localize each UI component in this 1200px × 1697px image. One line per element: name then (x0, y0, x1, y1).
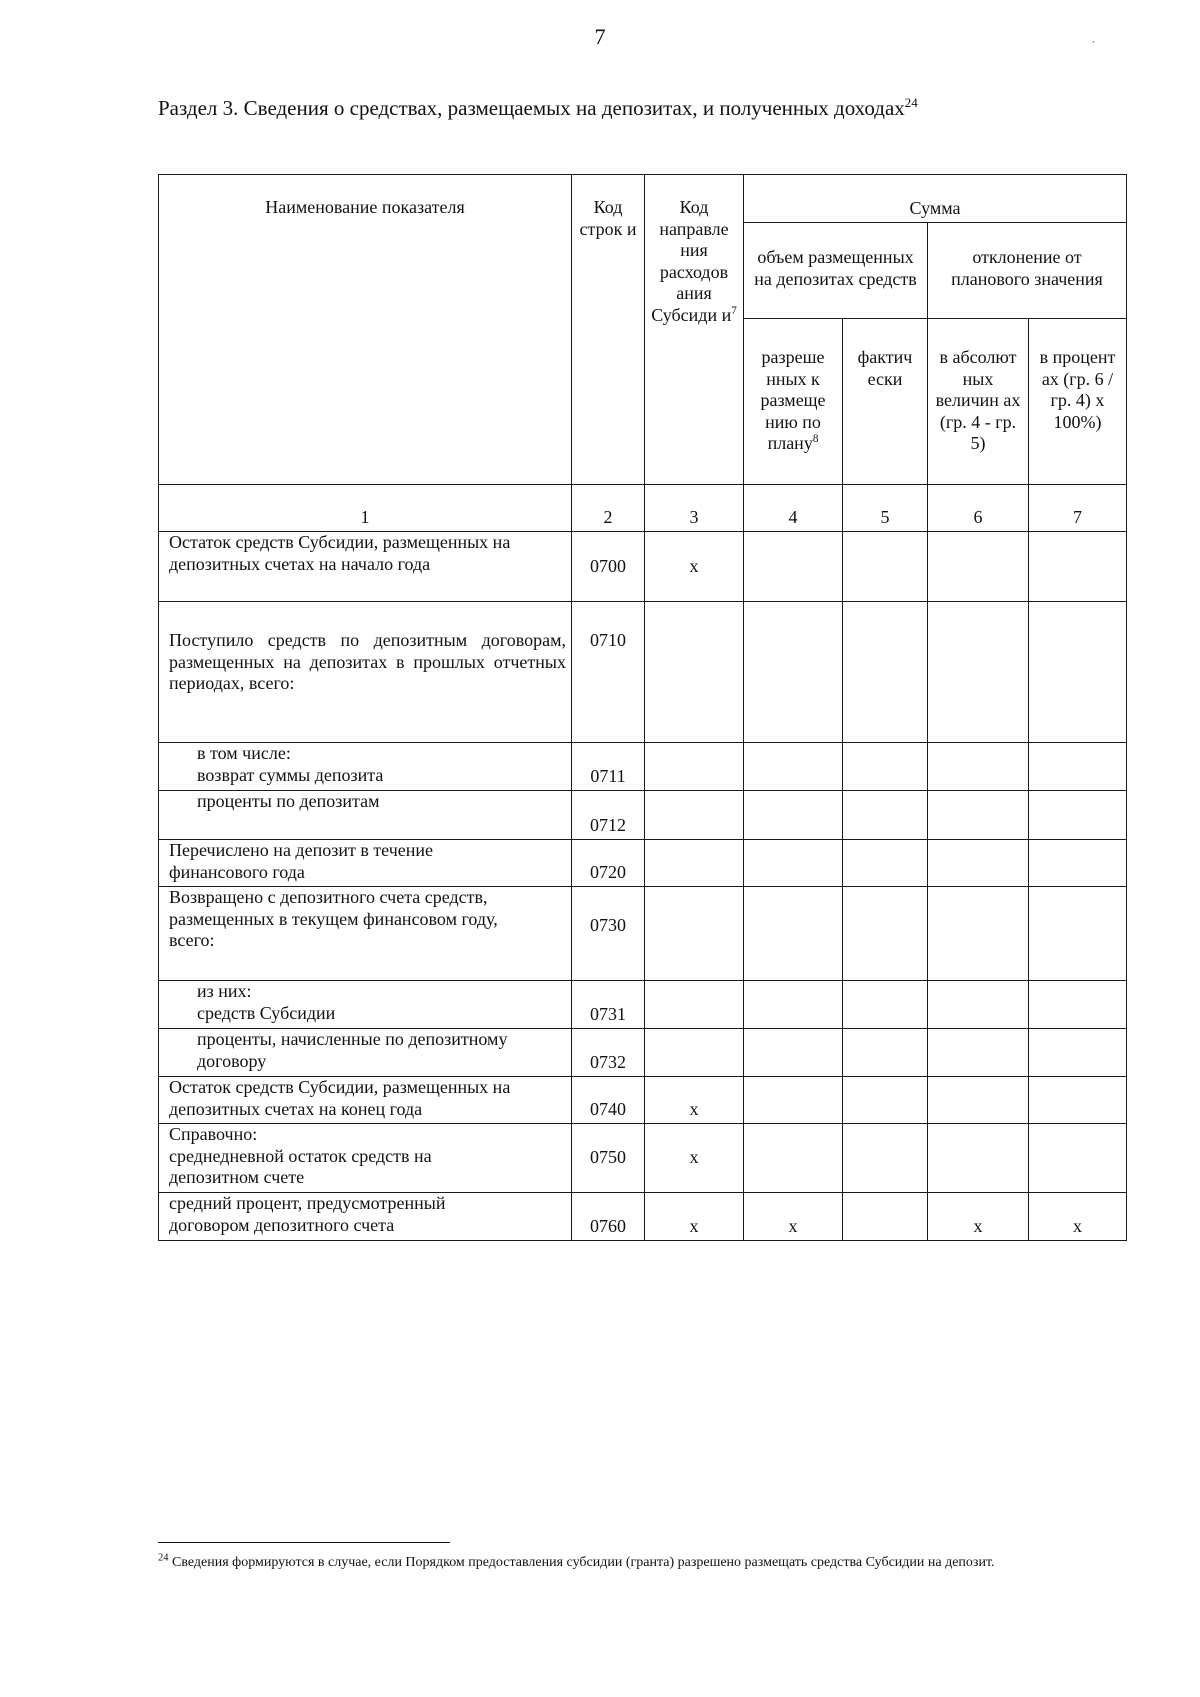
value-cell-c3: х (645, 1077, 744, 1124)
value-cell-c4 (744, 532, 843, 602)
value-cell-c7 (1029, 1124, 1127, 1193)
header-indicator-name: Наименование показателя (159, 175, 572, 485)
header-percent: в процент ах (гр. 6 / гр. 4) х 100%) (1029, 319, 1127, 485)
row-code: 0712 (572, 791, 645, 840)
row-code: 0710 (572, 602, 645, 743)
header-actual: фактич ески (843, 319, 928, 485)
value-cell-c3 (645, 743, 744, 791)
value-cell-c7 (1029, 743, 1127, 791)
value-cell-c5 (843, 1193, 928, 1241)
row-label: Справочно: среднедневной остаток средств на депозитном счете (159, 1124, 572, 1193)
value-cell-c6 (928, 743, 1029, 791)
value-cell-c3 (645, 840, 744, 887)
value-cell-c6 (928, 1124, 1029, 1193)
row-label: Возвращено с депозитного счета средств, размещенных в текущем финансовом году, всего: (159, 887, 572, 981)
value-cell-c5 (843, 602, 928, 743)
value-cell-c5 (843, 1124, 928, 1193)
header-direction-code (645, 175, 744, 485)
table-row (159, 840, 1127, 887)
row-code: 0711 (572, 743, 645, 791)
value-cell-c4 (744, 791, 843, 840)
row-code: 0732 (572, 1029, 645, 1077)
header-absolute: в абсолют ных величин ах (гр. 4 - гр. 5) (928, 319, 1029, 485)
section-footnote-ref: 24 (904, 95, 918, 110)
header-row-code: Код строк и (572, 175, 645, 485)
value-cell-c4 (744, 840, 843, 887)
value-cell-c6 (928, 1077, 1029, 1124)
row-code: 0731 (572, 981, 645, 1029)
row-code: 0760 (572, 1193, 645, 1241)
header-sum: Сумма (744, 175, 1127, 223)
value-cell-c5 (843, 743, 928, 791)
value-cell-c4 (744, 887, 843, 981)
column-number: 6 (928, 485, 1029, 532)
table-body (159, 532, 1127, 1241)
page-number: 7 (594, 24, 606, 49)
scan-speck: ˙ (1090, 40, 1097, 56)
value-cell-c7 (1029, 532, 1127, 602)
value-cell-c6 (928, 532, 1029, 602)
deposit-report-table (158, 174, 1127, 1241)
table-row (159, 743, 1127, 791)
value-cell-c6 (928, 981, 1029, 1029)
column-number: 5 (843, 485, 928, 532)
value-cell-c3 (645, 791, 744, 840)
value-cell-c5 (843, 887, 928, 981)
value-cell-c4 (744, 743, 843, 791)
column-number: 2 (572, 485, 645, 532)
value-cell-c3: х (645, 1124, 744, 1193)
value-cell-c3 (645, 981, 744, 1029)
value-cell-c4: х (744, 1193, 843, 1241)
row-label: проценты по депозитам (159, 791, 572, 840)
value-cell-c6 (928, 1029, 1029, 1077)
table-row (159, 981, 1127, 1029)
row-code: 0720 (572, 840, 645, 887)
table-row (159, 1077, 1127, 1124)
value-cell-c3 (645, 1029, 744, 1077)
table-row (159, 1193, 1127, 1241)
value-cell-c3: х (645, 1193, 744, 1241)
header-deviation: отклонение от планового значения (928, 223, 1127, 319)
row-code: 0700 (572, 532, 645, 602)
row-label: средний процент, предусмотренный договором депозитного счета (159, 1193, 572, 1241)
value-cell-c7 (1029, 602, 1127, 743)
value-cell-c4 (744, 1029, 843, 1077)
column-number: 1 (159, 485, 572, 532)
column-number: 4 (744, 485, 843, 532)
header-permitted-text: разреше нных к размеще нию по плану (760, 347, 826, 454)
value-cell-c3: х (645, 532, 744, 602)
row-label: проценты, начисленные по депозитному договору (159, 1029, 572, 1077)
value-cell-c5 (843, 791, 928, 840)
value-cell-c6 (928, 840, 1029, 887)
value-cell-c7 (1029, 887, 1127, 981)
table-row (159, 1029, 1127, 1077)
value-cell-c6 (928, 602, 1029, 743)
row-label: в том числе: возврат суммы депозита (159, 743, 572, 791)
column-number-row (159, 485, 1127, 532)
value-cell-c5 (843, 981, 928, 1029)
header-permitted (744, 319, 843, 485)
row-label: Поступило средств по депозитным договорам, размещенных на депозитах в прошлых отчетных периодах, всего: (159, 602, 572, 743)
value-cell-c5 (843, 840, 928, 887)
value-cell-c4 (744, 981, 843, 1029)
value-cell-c4 (744, 1124, 843, 1193)
value-cell-c7: х (1029, 1193, 1127, 1241)
value-cell-c7 (1029, 1077, 1127, 1124)
row-label: Остаток средств Субсидии, размещенных на депозитных счетах на начало года (159, 532, 572, 602)
value-cell-c5 (843, 532, 928, 602)
value-cell-c7 (1029, 840, 1127, 887)
row-label: Остаток средств Субсидии, размещенных на депозитных счетах на конец года (159, 1077, 572, 1124)
row-code: 0750 (572, 1124, 645, 1193)
value-cell-c4 (744, 602, 843, 743)
value-cell-c5 (843, 1077, 928, 1124)
row-code: 0740 (572, 1077, 645, 1124)
row-label: Перечислено на депозит в течение финансового года (159, 840, 572, 887)
value-cell-c7 (1029, 791, 1127, 840)
header-direction-code-ref: 7 (731, 304, 737, 317)
table-row (159, 791, 1127, 840)
column-number: 7 (1029, 485, 1127, 532)
header-volume: объем размещенных на депозитах средств (744, 223, 928, 319)
column-number: 3 (645, 485, 744, 532)
value-cell-c3 (645, 602, 744, 743)
value-cell-c4 (744, 1077, 843, 1124)
value-cell-c6 (928, 791, 1029, 840)
value-cell-c7 (1029, 981, 1127, 1029)
footnote-ref: 24 (158, 1552, 169, 1564)
row-code: 0730 (572, 887, 645, 981)
footnote-text: Сведения формируются в случае, если Порядком предоставления субсидии (гранта) разрешено размещать средства Субсидии на депозит. (172, 1555, 995, 1570)
footnote (158, 1552, 1158, 1571)
table-row (159, 532, 1127, 602)
section-title-text: Раздел 3. Сведения о средствах, размещаемых на депозитах, и полученных доходах (158, 96, 905, 120)
value-cell-c7 (1029, 1029, 1127, 1077)
header-direction-code-text: Код направле ния расходов ания Субсиди и (651, 197, 732, 325)
section-title (158, 96, 918, 121)
table-row (159, 602, 1127, 743)
value-cell-c3 (645, 887, 744, 981)
table-row (159, 1124, 1127, 1193)
value-cell-c5 (843, 1029, 928, 1077)
row-label: из них: средств Субсидии (159, 981, 572, 1029)
header-permitted-ref: 8 (812, 433, 819, 446)
table-row (159, 887, 1127, 981)
value-cell-c6 (928, 887, 1029, 981)
footnote-divider (158, 1542, 450, 1543)
value-cell-c6: х (928, 1193, 1029, 1241)
